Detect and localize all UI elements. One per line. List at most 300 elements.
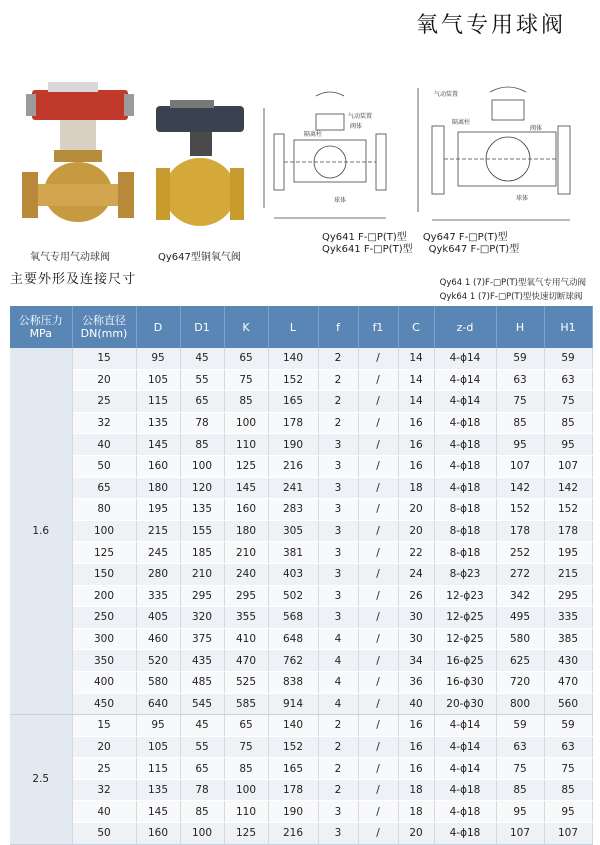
model-right-0: Qy647 F-□P(T)型 bbox=[422, 232, 508, 243]
table-cell: 720 bbox=[496, 671, 544, 693]
table-cell: 145 bbox=[136, 434, 180, 456]
table-cell: 4-ϕ18 bbox=[434, 412, 496, 434]
table-cell: 495 bbox=[496, 607, 544, 629]
column-header: f bbox=[318, 306, 358, 348]
table-cell: 120 bbox=[180, 477, 224, 499]
table-cell: 210 bbox=[224, 542, 268, 564]
table-cell: 32 bbox=[72, 412, 136, 434]
table-row bbox=[10, 693, 592, 715]
table-cell: 32 bbox=[72, 779, 136, 801]
table-cell: 95 bbox=[544, 801, 592, 823]
table-row bbox=[10, 585, 592, 607]
table-cell: 135 bbox=[180, 499, 224, 521]
table-cell: 78 bbox=[180, 412, 224, 434]
table-cell: 75 bbox=[224, 369, 268, 391]
table-row bbox=[10, 607, 592, 629]
pressure-cell: 1.6 bbox=[10, 348, 72, 715]
table-cell: 280 bbox=[136, 563, 180, 585]
table-cell: 403 bbox=[268, 563, 318, 585]
model-notes bbox=[440, 276, 586, 304]
table-cell: 85 bbox=[224, 391, 268, 413]
table-cell: 16-ϕ30 bbox=[434, 671, 496, 693]
table-cell: 295 bbox=[180, 585, 224, 607]
table-cell: 107 bbox=[544, 455, 592, 477]
table-cell: / bbox=[358, 823, 398, 845]
table-cell: 4-ϕ14 bbox=[434, 736, 496, 758]
table-cell: / bbox=[358, 542, 398, 564]
table-cell: 152 bbox=[496, 499, 544, 521]
table-cell: 4-ϕ14 bbox=[434, 348, 496, 369]
table-cell: 152 bbox=[268, 736, 318, 758]
table-cell: 250 bbox=[72, 607, 136, 629]
table-cell: 4-ϕ14 bbox=[434, 369, 496, 391]
table-cell: 470 bbox=[544, 671, 592, 693]
table-cell: 85 bbox=[496, 412, 544, 434]
model-list bbox=[322, 232, 519, 256]
table-cell: / bbox=[358, 412, 398, 434]
table-row bbox=[10, 823, 592, 845]
table-cell: 580 bbox=[136, 671, 180, 693]
table-cell: 150 bbox=[72, 563, 136, 585]
table-cell: 16 bbox=[398, 715, 434, 737]
column-header: 公称直径 DN(mm) bbox=[72, 306, 136, 348]
table-cell: 95 bbox=[496, 801, 544, 823]
table-cell: 640 bbox=[136, 693, 180, 715]
column-header: D bbox=[136, 306, 180, 348]
table-cell: 190 bbox=[268, 434, 318, 456]
column-header: H1 bbox=[544, 306, 592, 348]
table-cell: 20 bbox=[72, 736, 136, 758]
table-cell: 145 bbox=[224, 477, 268, 499]
table-cell: 335 bbox=[544, 607, 592, 629]
table-cell: 450 bbox=[72, 693, 136, 715]
table-cell: 216 bbox=[268, 455, 318, 477]
table-cell: 4 bbox=[318, 693, 358, 715]
table-cell: 100 bbox=[224, 779, 268, 801]
copper-oxygen-valve-photo bbox=[150, 98, 250, 238]
table-cell: 85 bbox=[180, 434, 224, 456]
table-cell: 375 bbox=[180, 628, 224, 650]
column-header: K bbox=[224, 306, 268, 348]
table-cell: 216 bbox=[268, 823, 318, 845]
photo2-caption: Qy647型铜氧气阀 bbox=[158, 252, 241, 263]
table-row bbox=[10, 650, 592, 672]
table-cell: 16-ϕ25 bbox=[434, 650, 496, 672]
table-cell: 300 bbox=[72, 628, 136, 650]
table-cell: 65 bbox=[180, 758, 224, 780]
table-cell: 20-ϕ30 bbox=[434, 693, 496, 715]
table-cell: 16 bbox=[398, 736, 434, 758]
model-left-1: Qyk641 F-□P(T)型 bbox=[322, 244, 413, 255]
table-cell: 525 bbox=[224, 671, 268, 693]
table-cell: 4 bbox=[318, 650, 358, 672]
table-cell: 295 bbox=[544, 585, 592, 607]
table-cell: / bbox=[358, 736, 398, 758]
table-cell: 75 bbox=[544, 758, 592, 780]
table-cell: 145 bbox=[136, 801, 180, 823]
table-row bbox=[10, 801, 592, 823]
table-cell: / bbox=[358, 348, 398, 369]
table-cell: 24 bbox=[398, 563, 434, 585]
table-cell: 178 bbox=[268, 779, 318, 801]
table-row bbox=[10, 563, 592, 585]
table-cell: 18 bbox=[398, 779, 434, 801]
page-title: 氧气专用球阀 bbox=[415, 13, 566, 38]
table-cell: / bbox=[358, 520, 398, 542]
table-cell: 381 bbox=[268, 542, 318, 564]
table-cell: 320 bbox=[180, 607, 224, 629]
table-cell: 40 bbox=[398, 693, 434, 715]
table-cell: 85 bbox=[180, 801, 224, 823]
table-row bbox=[10, 391, 592, 413]
table-row bbox=[10, 671, 592, 693]
table-cell: 580 bbox=[496, 628, 544, 650]
table-cell: 115 bbox=[136, 391, 180, 413]
table-cell: / bbox=[358, 585, 398, 607]
table-cell: 85 bbox=[224, 758, 268, 780]
table-row bbox=[10, 369, 592, 391]
table-row bbox=[10, 412, 592, 434]
table-cell: 59 bbox=[496, 348, 544, 369]
table-cell: 2 bbox=[318, 391, 358, 413]
table-cell: 140 bbox=[268, 348, 318, 369]
table-cell: 2 bbox=[318, 779, 358, 801]
table-body bbox=[10, 348, 592, 844]
table-cell: 63 bbox=[496, 736, 544, 758]
table-cell: 400 bbox=[72, 671, 136, 693]
table-cell: 430 bbox=[544, 650, 592, 672]
table-cell: 36 bbox=[398, 671, 434, 693]
table-cell: 342 bbox=[496, 585, 544, 607]
table-cell: 15 bbox=[72, 348, 136, 369]
table-cell: 8-ϕ18 bbox=[434, 499, 496, 521]
table-cell: 95 bbox=[136, 348, 180, 369]
table-row bbox=[10, 434, 592, 456]
table-cell: 470 bbox=[224, 650, 268, 672]
section-title: 主要外形及连接尺寸 bbox=[10, 272, 137, 287]
table-cell: 110 bbox=[224, 434, 268, 456]
table-cell: 200 bbox=[72, 585, 136, 607]
model-left-0: Qy641 F-□P(T)型 bbox=[322, 232, 407, 243]
table-cell: 585 bbox=[224, 693, 268, 715]
table-cell: 16 bbox=[398, 412, 434, 434]
table-cell: 65 bbox=[180, 391, 224, 413]
valve-section-drawing-small bbox=[260, 88, 400, 230]
pressure-cell: 2.5 bbox=[10, 715, 72, 845]
table-cell: 2 bbox=[318, 736, 358, 758]
table-cell: 85 bbox=[544, 779, 592, 801]
table-cell: 14 bbox=[398, 391, 434, 413]
note-line: Qyk64 1 (7)F-□P(T)型快速切断球阀 bbox=[439, 292, 583, 302]
table-cell: 485 bbox=[180, 671, 224, 693]
table-cell: 245 bbox=[136, 542, 180, 564]
table-cell: 2 bbox=[318, 348, 358, 369]
table-row bbox=[10, 348, 592, 369]
table-cell: 50 bbox=[72, 455, 136, 477]
table-cell: 63 bbox=[496, 369, 544, 391]
table-cell: 4-ϕ18 bbox=[434, 801, 496, 823]
table-cell: / bbox=[358, 391, 398, 413]
table-cell: 16 bbox=[398, 455, 434, 477]
table-cell: / bbox=[358, 499, 398, 521]
table-cell: 405 bbox=[136, 607, 180, 629]
table-cell: 3 bbox=[318, 563, 358, 585]
table-cell: 560 bbox=[544, 693, 592, 715]
table-cell: 100 bbox=[180, 823, 224, 845]
table-cell: 125 bbox=[224, 455, 268, 477]
table-cell: 3 bbox=[318, 434, 358, 456]
table-cell: 3 bbox=[318, 801, 358, 823]
table-cell: 22 bbox=[398, 542, 434, 564]
table-cell: / bbox=[358, 758, 398, 780]
table-cell: 100 bbox=[180, 455, 224, 477]
table-cell: 75 bbox=[496, 391, 544, 413]
table-cell: 26 bbox=[398, 585, 434, 607]
column-header: H bbox=[496, 306, 544, 348]
table-cell: 4-ϕ18 bbox=[434, 434, 496, 456]
table-cell: 195 bbox=[544, 542, 592, 564]
table-cell: 178 bbox=[496, 520, 544, 542]
table-cell: 4-ϕ14 bbox=[434, 715, 496, 737]
table-cell: 59 bbox=[496, 715, 544, 737]
table-cell: 135 bbox=[136, 779, 180, 801]
table-cell: 160 bbox=[224, 499, 268, 521]
drawing2-label-actuator: 气动装置 bbox=[434, 91, 459, 98]
table-cell: 4-ϕ18 bbox=[434, 477, 496, 499]
table-cell: 25 bbox=[72, 391, 136, 413]
table-cell: 16 bbox=[398, 434, 434, 456]
table-cell: 107 bbox=[544, 823, 592, 845]
table-cell: 195 bbox=[136, 499, 180, 521]
table-cell: 152 bbox=[544, 499, 592, 521]
table-cell: 4-ϕ18 bbox=[434, 455, 496, 477]
table-cell: / bbox=[358, 563, 398, 585]
table-cell: 180 bbox=[136, 477, 180, 499]
table-cell: 3 bbox=[318, 823, 358, 845]
table-cell: 125 bbox=[224, 823, 268, 845]
table-cell: 410 bbox=[224, 628, 268, 650]
drawing2-label-body: 阀体 bbox=[530, 125, 543, 132]
table-cell: / bbox=[358, 779, 398, 801]
column-header: D1 bbox=[180, 306, 224, 348]
table-cell: 105 bbox=[136, 736, 180, 758]
table-cell: 4-ϕ18 bbox=[434, 823, 496, 845]
table-cell: 545 bbox=[180, 693, 224, 715]
table-cell: 2 bbox=[318, 412, 358, 434]
table-cell: 45 bbox=[180, 348, 224, 369]
table-cell: 305 bbox=[268, 520, 318, 542]
table-cell: 4 bbox=[318, 671, 358, 693]
table-cell: / bbox=[358, 607, 398, 629]
table-cell: 335 bbox=[136, 585, 180, 607]
note-line: Qy64 1 (7)F-□P(T)型氧气专用气动阀 bbox=[439, 278, 586, 288]
table-cell: 3 bbox=[318, 477, 358, 499]
table-cell: 252 bbox=[496, 542, 544, 564]
column-header: 公称压力 MPa bbox=[10, 306, 72, 348]
table-cell: 165 bbox=[268, 391, 318, 413]
table-cell: 59 bbox=[544, 715, 592, 737]
table-cell: 78 bbox=[180, 779, 224, 801]
table-cell: 241 bbox=[268, 477, 318, 499]
table-cell: 110 bbox=[224, 801, 268, 823]
table-cell: 385 bbox=[544, 628, 592, 650]
table-cell: 105 bbox=[136, 369, 180, 391]
table-cell: 4-ϕ14 bbox=[434, 758, 496, 780]
table-cell: 625 bbox=[496, 650, 544, 672]
table-cell: 568 bbox=[268, 607, 318, 629]
table-cell: 20 bbox=[72, 369, 136, 391]
drawing1-label-actuator: 气动装置 bbox=[348, 113, 373, 120]
table-cell: 15 bbox=[72, 715, 136, 737]
table-cell: 30 bbox=[398, 628, 434, 650]
table-cell: 65 bbox=[224, 348, 268, 369]
table-cell: 3 bbox=[318, 585, 358, 607]
table-cell: 185 bbox=[180, 542, 224, 564]
table-cell: 115 bbox=[136, 758, 180, 780]
table-cell: / bbox=[358, 628, 398, 650]
table-cell: 85 bbox=[544, 412, 592, 434]
table-cell: 100 bbox=[72, 520, 136, 542]
table-cell: 2 bbox=[318, 369, 358, 391]
drawing2-label-ball: 球体 bbox=[516, 195, 529, 202]
table-cell: 4-ϕ14 bbox=[434, 391, 496, 413]
table-cell: 4 bbox=[318, 628, 358, 650]
table-cell: 3 bbox=[318, 455, 358, 477]
table-cell: 762 bbox=[268, 650, 318, 672]
table-cell: 160 bbox=[136, 823, 180, 845]
table-cell: / bbox=[358, 671, 398, 693]
valve-section-drawing-large bbox=[412, 72, 592, 230]
pneumatic-ball-valve-photo bbox=[18, 80, 138, 238]
table-cell: 350 bbox=[72, 650, 136, 672]
table-cell: 40 bbox=[72, 801, 136, 823]
drawing2-label-isolation: 隔离柱 bbox=[452, 119, 471, 126]
table-cell: 55 bbox=[180, 736, 224, 758]
table-cell: 435 bbox=[180, 650, 224, 672]
drawing1-label-isolation: 隔离柱 bbox=[304, 131, 323, 138]
table-cell: 152 bbox=[268, 369, 318, 391]
table-cell: 180 bbox=[224, 520, 268, 542]
table-cell: 40 bbox=[72, 434, 136, 456]
table-cell: 107 bbox=[496, 823, 544, 845]
table-cell: 20 bbox=[398, 499, 434, 521]
table-cell: 14 bbox=[398, 348, 434, 369]
table-cell: 165 bbox=[268, 758, 318, 780]
table-cell: 18 bbox=[398, 477, 434, 499]
table-cell: 648 bbox=[268, 628, 318, 650]
table-cell: 240 bbox=[224, 563, 268, 585]
table-cell: / bbox=[358, 477, 398, 499]
photo1-caption: 氧气专用气动球阀 bbox=[30, 252, 110, 263]
table-cell: 215 bbox=[544, 563, 592, 585]
table-cell: 8-ϕ23 bbox=[434, 563, 496, 585]
table-row bbox=[10, 715, 592, 737]
table-cell: 272 bbox=[496, 563, 544, 585]
table-cell: 2 bbox=[318, 715, 358, 737]
table-cell: 14 bbox=[398, 369, 434, 391]
table-cell: 800 bbox=[496, 693, 544, 715]
table-cell: 8-ϕ18 bbox=[434, 542, 496, 564]
table-cell: 25 bbox=[72, 758, 136, 780]
table-cell: 12-ϕ25 bbox=[434, 628, 496, 650]
table-cell: 838 bbox=[268, 671, 318, 693]
table-cell: 85 bbox=[496, 779, 544, 801]
table-cell: / bbox=[358, 455, 398, 477]
table-cell: 210 bbox=[180, 563, 224, 585]
drawing1-label-body: 阀体 bbox=[350, 123, 363, 130]
table-cell: 59 bbox=[544, 348, 592, 369]
model-right-1: Qyk647 F-□P(T)型 bbox=[428, 244, 520, 255]
table-cell: 95 bbox=[496, 434, 544, 456]
column-header: z-d bbox=[434, 306, 496, 348]
table-cell: 30 bbox=[398, 607, 434, 629]
table-cell: 45 bbox=[180, 715, 224, 737]
table-row bbox=[10, 542, 592, 564]
column-header: C bbox=[398, 306, 434, 348]
column-header: L bbox=[268, 306, 318, 348]
table-cell: 107 bbox=[496, 455, 544, 477]
table-cell: 75 bbox=[224, 736, 268, 758]
table-row bbox=[10, 477, 592, 499]
table-row bbox=[10, 628, 592, 650]
table-cell: / bbox=[358, 715, 398, 737]
dimension-table bbox=[10, 306, 593, 845]
table-cell: / bbox=[358, 434, 398, 456]
table-cell: 63 bbox=[544, 369, 592, 391]
table-cell: 125 bbox=[72, 542, 136, 564]
table-cell: 160 bbox=[136, 455, 180, 477]
table-cell: 295 bbox=[224, 585, 268, 607]
table-row bbox=[10, 736, 592, 758]
table-cell: 20 bbox=[398, 823, 434, 845]
table-cell: 3 bbox=[318, 542, 358, 564]
table-row bbox=[10, 499, 592, 521]
table-cell: 12-ϕ23 bbox=[434, 585, 496, 607]
table-cell: 18 bbox=[398, 801, 434, 823]
table-cell: 460 bbox=[136, 628, 180, 650]
table-cell: 178 bbox=[268, 412, 318, 434]
table-cell: 95 bbox=[136, 715, 180, 737]
table-cell: 4-ϕ18 bbox=[434, 779, 496, 801]
table-cell: 75 bbox=[496, 758, 544, 780]
table-cell: 135 bbox=[136, 412, 180, 434]
table-row bbox=[10, 455, 592, 477]
table-cell: 155 bbox=[180, 520, 224, 542]
table-row bbox=[10, 758, 592, 780]
table-cell: 355 bbox=[224, 607, 268, 629]
table-cell: 80 bbox=[72, 499, 136, 521]
table-cell: 215 bbox=[136, 520, 180, 542]
table-cell: 2 bbox=[318, 758, 358, 780]
table-cell: 142 bbox=[496, 477, 544, 499]
table-cell: 50 bbox=[72, 823, 136, 845]
table-cell: 100 bbox=[224, 412, 268, 434]
table-cell: 520 bbox=[136, 650, 180, 672]
table-cell: 63 bbox=[544, 736, 592, 758]
table-cell: 20 bbox=[398, 520, 434, 542]
table-header-row bbox=[10, 306, 592, 348]
table-cell: 142 bbox=[544, 477, 592, 499]
table-cell: 3 bbox=[318, 499, 358, 521]
table-cell: / bbox=[358, 801, 398, 823]
table-cell: 55 bbox=[180, 369, 224, 391]
table-cell: 190 bbox=[268, 801, 318, 823]
table-cell: 3 bbox=[318, 607, 358, 629]
table-cell: / bbox=[358, 650, 398, 672]
table-cell: 95 bbox=[544, 434, 592, 456]
table-cell: 12-ϕ25 bbox=[434, 607, 496, 629]
column-header: f1 bbox=[358, 306, 398, 348]
